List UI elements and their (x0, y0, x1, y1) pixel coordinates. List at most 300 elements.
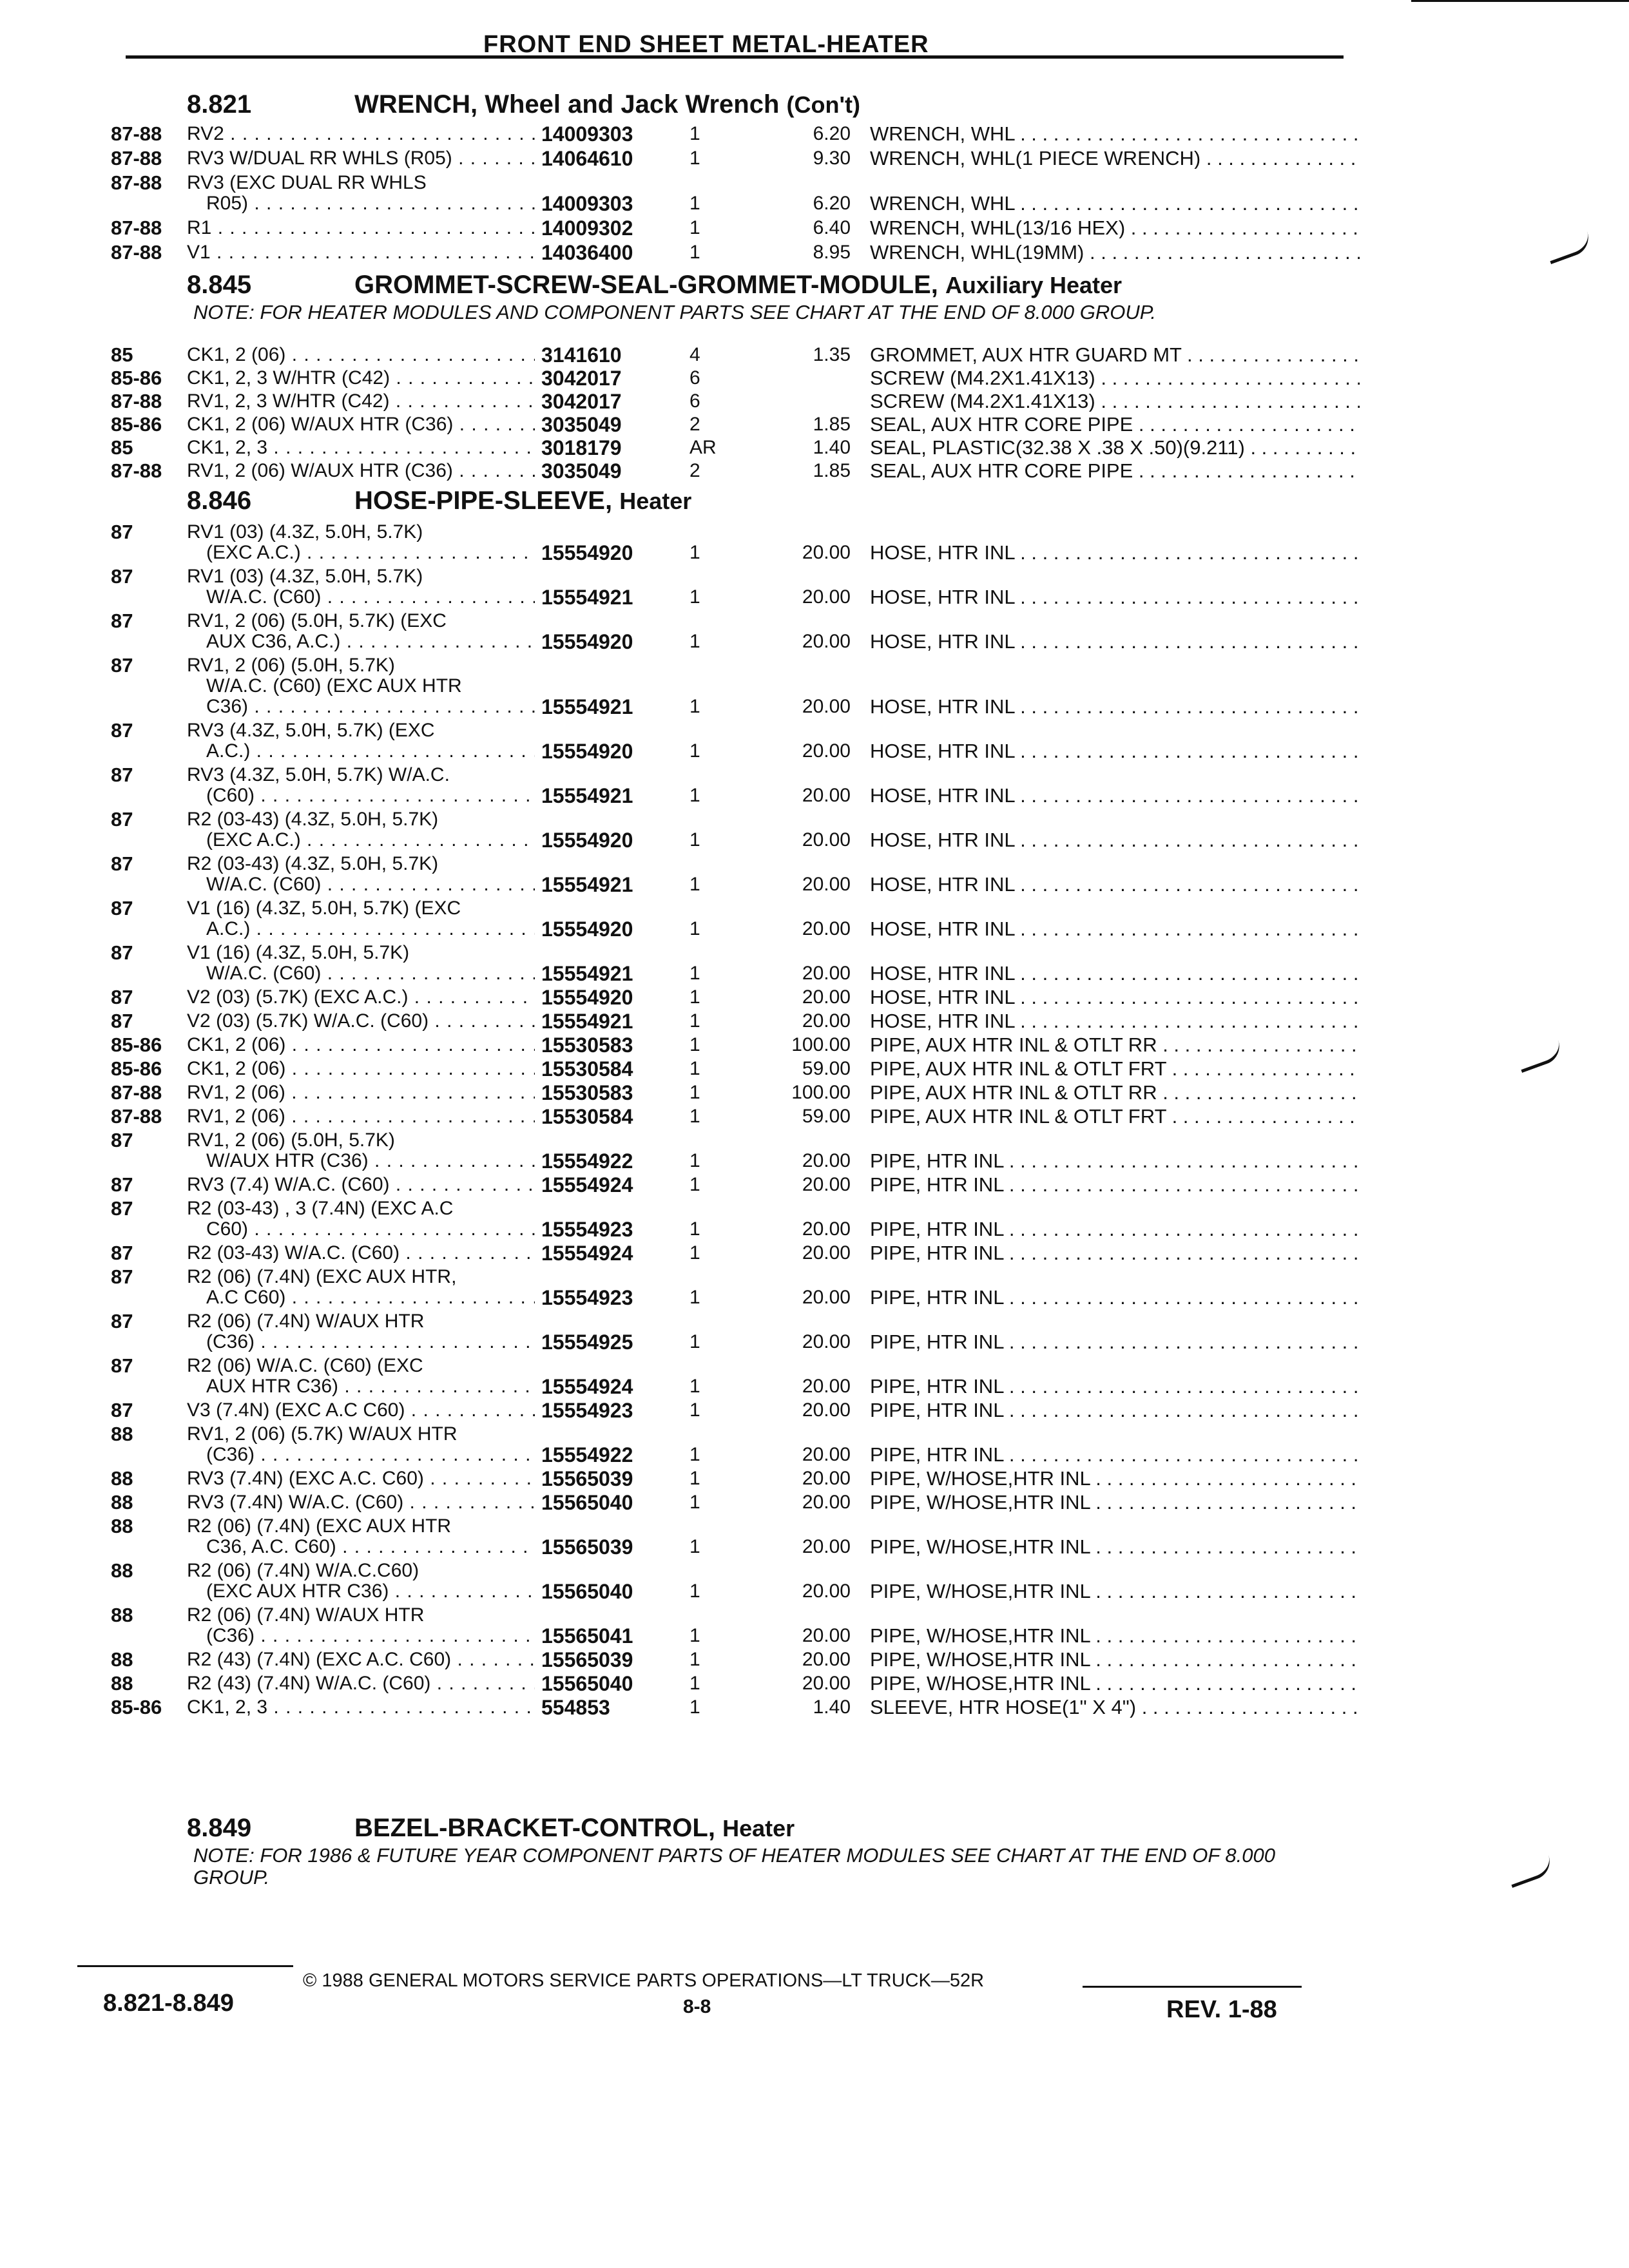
quantity: 1 (689, 986, 700, 1008)
list-price: 20.00 (802, 1444, 851, 1465)
part-number: 15554921 (541, 586, 633, 609)
part-number: 3035049 (541, 459, 622, 483)
description-line: RV1, 2 (06) (5.7K) W/AUX HTR (187, 1424, 458, 1445)
section-title: WRENCH, Wheel and Jack Wrench (354, 90, 780, 119)
application-description (187, 943, 535, 984)
binder-mark (1545, 231, 1594, 264)
quantity: 1 (689, 1649, 700, 1670)
list-price: 20.00 (802, 1010, 851, 1032)
model-years: 87 (111, 1010, 133, 1032)
quantity: 4 (689, 344, 700, 365)
model-years: 88 (111, 1604, 133, 1626)
description-line: R2 (06) W/A.C. (C60) (EXC (187, 1356, 423, 1376)
description-line: A.C.) . . . (187, 919, 535, 939)
description-line: RV1, 2 (06) . . . (187, 1106, 535, 1127)
list-price: 20.00 (802, 785, 851, 806)
section-header (187, 90, 860, 119)
description-line: R2 (06) (7.4N) W/AUX HTR (187, 1605, 425, 1626)
list-price: 20.00 (802, 829, 851, 850)
part-name: PIPE, W/HOSE,HTR INL . . . (870, 1468, 1360, 1489)
application-description (187, 854, 535, 895)
part-name: HOSE, HTR INL . . . (870, 697, 1360, 717)
part-name: PIPE, HTR INL . . . (870, 1219, 1360, 1240)
model-years: 87-88 (111, 1081, 162, 1104)
list-price: 20.00 (802, 1649, 851, 1670)
list-price: 20.00 (802, 740, 851, 762)
application-description (187, 522, 535, 563)
model-years: 87 (111, 941, 133, 964)
part-name: WRENCH, WHL(19MM) . . . (870, 242, 1360, 263)
part-number: 15565040 (541, 1580, 633, 1603)
description-line: CK1, 2, 3 . . . (187, 437, 535, 458)
quantity: 1 (689, 1492, 700, 1513)
model-years: 87 (111, 610, 133, 632)
quantity: 1 (689, 586, 700, 608)
quantity: 1 (689, 874, 700, 895)
part-name: HOSE, HTR INL . . . (870, 631, 1360, 652)
part-number: 15554920 (541, 986, 633, 1009)
description-line: (C36) . . . (187, 1332, 535, 1352)
part-number: 15554924 (541, 1375, 633, 1398)
part-number: 15565039 (541, 1648, 633, 1671)
part-number: 14064610 (541, 147, 633, 170)
model-years: 85-86 (111, 413, 162, 436)
description-line: CK1, 2, 3 . . . (187, 1697, 535, 1718)
description-line: R2 (03-43) (4.3Z, 5.0H, 5.7K) (187, 854, 439, 874)
description-line: A.C C60) . . . (187, 1287, 535, 1308)
quantity: 6 (689, 390, 700, 412)
application-description (187, 148, 535, 169)
part-name: PIPE, HTR INL . . . (870, 1287, 1360, 1308)
list-price: 20.00 (802, 1218, 851, 1240)
list-price: 20.00 (802, 1468, 851, 1489)
quantity: 1 (689, 1444, 700, 1465)
model-years: 88 (111, 1559, 133, 1582)
application-description (187, 345, 535, 365)
description-line: R2 (03-43) , 3 (7.4N) (EXC A.C (187, 1198, 454, 1219)
application-description (187, 1356, 535, 1397)
description-line: V2 (03) (5.7K) W/A.C. (C60) . . . (187, 1011, 535, 1032)
part-name: HOSE, HTR INL . . . (870, 830, 1360, 850)
description-line: R2 (43) (7.4N) W/A.C. (C60) . . . (187, 1673, 535, 1694)
part-name: PIPE, W/HOSE,HTR INL . . . (870, 1626, 1360, 1646)
part-name: HOSE, HTR INL . . . (870, 987, 1360, 1008)
description-line: (C36) . . . (187, 1626, 535, 1646)
description-line: W/A.C. (C60) . . . (187, 587, 535, 608)
application-description (187, 1649, 535, 1670)
list-price: 100.00 (791, 1082, 851, 1103)
description-line: R2 (06) (7.4N) (EXC AUX HTR (187, 1516, 452, 1537)
part-number: 15530583 (541, 1081, 633, 1104)
part-name: PIPE, HTR INL . . . (870, 1445, 1360, 1465)
quantity: 1 (689, 1287, 700, 1308)
part-name: PIPE, HTR INL . . . (870, 1151, 1360, 1171)
application-description (187, 1516, 535, 1557)
description-line: V1 (16) (4.3Z, 5.0H, 5.7K) (EXC (187, 898, 461, 919)
part-name: PIPE, W/HOSE,HTR INL . . . (870, 1537, 1360, 1557)
section-title: BEZEL-BRACKET-CONTROL, (354, 1814, 715, 1842)
part-number: 15565041 (541, 1624, 633, 1648)
application-description (187, 1035, 535, 1055)
quantity: AR (689, 437, 717, 458)
part-name: WRENCH, WHL . . . (870, 124, 1360, 144)
part-number: 15554922 (541, 1149, 633, 1173)
model-years: 87 (111, 852, 133, 875)
quantity: 1 (689, 1331, 700, 1352)
application-description (187, 1697, 535, 1718)
description-line: RV1, 2 (06) . . . (187, 1082, 535, 1103)
description-line: RV3 (7.4N) W/A.C. (C60) . . . (187, 1492, 535, 1513)
quantity: 1 (689, 193, 700, 214)
section-note: NOTE: FOR HEATER MODULES AND COMPONENT PARTS SEE CHART AT THE END OF 8.000 GROUP. (193, 301, 1156, 323)
model-years: 87 (111, 897, 133, 919)
list-price: 100.00 (791, 1034, 851, 1055)
part-name: WRENCH, WHL . . . (870, 193, 1360, 214)
model-years: 87-88 (111, 1105, 162, 1128)
application-description (187, 173, 535, 214)
model-years: 87 (111, 521, 133, 543)
model-years: 85-86 (111, 1033, 162, 1056)
part-number: 15565040 (541, 1672, 633, 1695)
application-description (187, 720, 535, 762)
part-name: PIPE, W/HOSE,HTR INL . . . (870, 1649, 1360, 1670)
description-line: (EXC A.C.) . . . (187, 830, 535, 850)
application-description (187, 611, 535, 652)
part-number: 15554921 (541, 1010, 633, 1033)
part-name: SCREW (M4.2X1.41X13) . . . (870, 368, 1360, 389)
list-price: 20.00 (802, 1287, 851, 1308)
list-price: 1.40 (813, 437, 851, 458)
model-years: 85 (111, 343, 133, 366)
description-line: R2 (03-43) (4.3Z, 5.0H, 5.7K) (187, 809, 439, 830)
part-number: 15554921 (541, 873, 633, 896)
part-number: 15554920 (541, 918, 633, 941)
description-line: RV1, 2 (06) (5.0H, 5.7K) (EXC (187, 611, 447, 631)
part-name: HOSE, HTR INL . . . (870, 785, 1360, 806)
model-years: 88 (111, 1515, 133, 1537)
part-name: SLEEVE, HTR HOSE(1" X 4") . . . (870, 1697, 1360, 1718)
model-years: 87-88 (111, 241, 162, 264)
description-line: V2 (03) (5.7K) (EXC A.C.) . . . (187, 987, 535, 1008)
model-years: 87 (111, 1310, 133, 1332)
model-years: 87-88 (111, 147, 162, 169)
application-description (187, 1106, 535, 1127)
quantity: 1 (689, 963, 700, 984)
model-years: 87 (111, 808, 133, 831)
section-title: GROMMET-SCREW-SEAL-GROMMET-MODULE, (354, 271, 938, 299)
part-name: WRENCH, WHL(1 PIECE WRENCH) . . . (870, 148, 1360, 169)
description-line: RV1, 2 (06) W/AUX HTR (C36) . . . (187, 461, 535, 481)
footer-section-range: 8.821-8.849 (103, 1990, 234, 2017)
quantity: 1 (689, 1696, 700, 1718)
list-price: 1.85 (813, 460, 851, 481)
application-description (187, 1243, 535, 1264)
list-price: 20.00 (802, 1581, 851, 1602)
application-description (187, 1673, 535, 1694)
quantity: 6 (689, 367, 700, 389)
quantity: 1 (689, 1468, 700, 1489)
application-description (187, 414, 535, 435)
page-title: FRONT END SHEET METAL-HEATER (483, 31, 929, 58)
list-price: 20.00 (802, 874, 851, 895)
quantity: 1 (689, 631, 700, 652)
description-line: (EXC AUX HTR C36) . . . (187, 1581, 535, 1602)
description-line: C60) . . . (187, 1219, 535, 1240)
part-number: 15554920 (541, 630, 633, 653)
part-name: PIPE, AUX HTR INL & OTLT FRT . . . (870, 1106, 1360, 1127)
part-number: 15554923 (541, 1399, 633, 1422)
part-name: PIPE, HTR INL . . . (870, 1332, 1360, 1352)
description-line: RV3 (7.4N) (EXC A.C. C60) . . . (187, 1468, 535, 1489)
list-price: 20.00 (802, 1492, 851, 1513)
list-price: 6.20 (813, 123, 851, 144)
model-years: 87-88 (111, 459, 162, 482)
part-name: HOSE, HTR INL . . . (870, 963, 1360, 984)
description-line: (C36) . . . (187, 1445, 535, 1465)
description-line: RV1, 2, 3 W/HTR (C42) . . . (187, 391, 535, 412)
model-years: 87 (111, 1399, 133, 1421)
part-name: HOSE, HTR INL . . . (870, 919, 1360, 939)
list-price: 20.00 (802, 696, 851, 717)
model-years: 88 (111, 1648, 133, 1671)
model-years: 88 (111, 1491, 133, 1514)
quantity: 1 (689, 148, 700, 169)
description-line: CK1, 2 (06) . . . (187, 1035, 535, 1055)
list-price: 20.00 (802, 1150, 851, 1171)
model-years: 87 (111, 565, 133, 588)
quantity: 1 (689, 1625, 700, 1646)
description-line: RV3 (4.3Z, 5.0H, 5.7K) (EXC (187, 720, 435, 741)
application-description (187, 1059, 535, 1079)
application-description (187, 809, 535, 850)
section-suffix: Heater (619, 488, 692, 514)
description-line: R2 (06) (7.4N) (EXC AUX HTR, (187, 1267, 457, 1287)
part-number: 554853 (541, 1696, 610, 1719)
section-number: 8.821 (187, 90, 252, 119)
list-price: 20.00 (802, 1376, 851, 1397)
part-number: 3035049 (541, 413, 622, 436)
part-number: 3018179 (541, 436, 622, 459)
part-name: PIPE, W/HOSE,HTR INL . . . (870, 1673, 1360, 1694)
description-line: RV3 W/DUAL RR WHLS (R05) . . . (187, 148, 535, 169)
application-description (187, 242, 535, 263)
description-line: CK1, 2, 3 W/HTR (C42) . . . (187, 368, 535, 389)
part-name: PIPE, AUX HTR INL & OTLT RR . . . (870, 1035, 1360, 1055)
footer-rule-left (77, 1965, 293, 1967)
model-years: 87 (111, 1173, 133, 1196)
list-price: 20.00 (802, 986, 851, 1008)
model-years: 87 (111, 1129, 133, 1151)
description-line: R2 (06) (7.4N) W/AUX HTR (187, 1311, 425, 1332)
part-name: PIPE, HTR INL . . . (870, 1175, 1360, 1195)
application-description (187, 987, 535, 1008)
part-number: 14009303 (541, 192, 633, 215)
model-years: 87-88 (111, 122, 162, 145)
application-description (187, 1198, 535, 1240)
quantity: 2 (689, 414, 700, 435)
section-number: 8.846 (187, 486, 252, 515)
application-description (187, 1400, 535, 1421)
description-line: V1 (16) (4.3Z, 5.0H, 5.7K) (187, 943, 410, 963)
part-number: 15554924 (541, 1173, 633, 1196)
quantity: 1 (689, 785, 700, 806)
part-name: HOSE, HTR INL . . . (870, 587, 1360, 608)
part-name: SEAL, PLASTIC(32.38 X .38 X .50)(9.211) . . . (870, 437, 1360, 458)
description-line: R1 . . . (187, 218, 535, 238)
description-line: RV1 (03) (4.3Z, 5.0H, 5.7K) (187, 566, 423, 587)
part-number: 15554921 (541, 784, 633, 807)
part-number: 15565039 (541, 1467, 633, 1490)
application-description (187, 1311, 535, 1352)
list-price: 20.00 (802, 1331, 851, 1352)
footer-page-number: 8-8 (683, 1996, 711, 2017)
application-description (187, 898, 535, 939)
part-number: 3042017 (541, 367, 622, 390)
model-years: 87 (111, 1242, 133, 1264)
list-price: 9.30 (813, 148, 851, 169)
list-price: 20.00 (802, 1399, 851, 1421)
quantity: 1 (689, 829, 700, 850)
quantity: 1 (689, 1034, 700, 1055)
model-years: 88 (111, 1467, 133, 1490)
list-price: 1.35 (813, 344, 851, 365)
application-description (187, 765, 535, 806)
description-line: CK1, 2 (06) W/AUX HTR (C36) . . . (187, 414, 535, 435)
part-name: HOSE, HTR INL . . . (870, 543, 1360, 563)
quantity: 1 (689, 123, 700, 144)
model-years: 85-86 (111, 1057, 162, 1080)
description-line: RV2 . . . (187, 124, 535, 144)
part-name: PIPE, HTR INL . . . (870, 1376, 1360, 1397)
quantity: 1 (689, 217, 700, 238)
model-years: 88 (111, 1672, 133, 1695)
application-description (187, 1492, 535, 1513)
quantity: 1 (689, 1010, 700, 1032)
description-line: AUX HTR C36) . . . (187, 1376, 535, 1397)
application-description (187, 461, 535, 481)
quantity: 1 (689, 1581, 700, 1602)
part-number: 15554920 (541, 829, 633, 852)
part-number: 15554923 (541, 1218, 633, 1241)
section-number: 8.849 (187, 1814, 252, 1842)
part-number: 15530584 (541, 1105, 633, 1128)
part-name: GROMMET, AUX HTR GUARD MT . . . (870, 345, 1360, 365)
quantity: 1 (689, 1673, 700, 1694)
quantity: 1 (689, 1376, 700, 1397)
section-suffix: Auxiliary Heater (945, 272, 1123, 298)
list-price: 20.00 (802, 586, 851, 608)
list-price: 8.95 (813, 242, 851, 263)
part-number: 15554925 (541, 1331, 633, 1354)
part-name: SEAL, AUX HTR CORE PIPE . . . (870, 414, 1360, 435)
part-name: WRENCH, WHL(13/16 HEX) . . . (870, 218, 1360, 238)
application-description (187, 1175, 535, 1195)
part-number: 15554920 (541, 541, 633, 564)
list-price: 20.00 (802, 1242, 851, 1264)
application-description (187, 655, 535, 717)
description-line: W/A.C. (C60) . . . (187, 874, 535, 895)
list-price: 20.00 (802, 1673, 851, 1694)
quantity: 1 (689, 918, 700, 939)
part-number: 15565040 (541, 1491, 633, 1514)
description-line: W/A.C. (C60) (EXC AUX HTR (206, 676, 462, 697)
description-line: (EXC A.C.) . . . (187, 543, 535, 563)
description-line: (C60) . . . (187, 785, 535, 806)
quantity: 1 (689, 1058, 700, 1079)
description-line: R2 (43) (7.4N) (EXC A.C. C60) . . . (187, 1649, 535, 1670)
part-number: 15530583 (541, 1033, 633, 1057)
part-number: 14009303 (541, 122, 633, 146)
model-years: 87 (111, 764, 133, 786)
footer-copyright: © 1988 GENERAL MOTORS SERVICE PARTS OPERATIONS—LT TRUCK—52R (303, 1970, 985, 1991)
list-price: 59.00 (802, 1058, 851, 1079)
application-description (187, 1082, 535, 1103)
part-name: SCREW (M4.2X1.41X13) . . . (870, 391, 1360, 412)
model-years: 87-88 (111, 390, 162, 412)
part-name: PIPE, AUX HTR INL & OTLT RR . . . (870, 1082, 1360, 1103)
model-years: 85-86 (111, 367, 162, 389)
part-number: 14009302 (541, 216, 633, 240)
quantity: 2 (689, 460, 700, 481)
description-line: A.C.) . . . (187, 741, 535, 762)
section-number: 8.845 (187, 271, 252, 299)
part-number: 3042017 (541, 390, 622, 413)
application-description (187, 124, 535, 144)
application-description (187, 368, 535, 389)
model-years: 87-88 (111, 216, 162, 239)
description-line: V1 . . . (187, 242, 535, 263)
part-name: HOSE, HTR INL . . . (870, 874, 1360, 895)
part-number: 15554924 (541, 1242, 633, 1265)
footer-revision: REV. 1-88 (1166, 1996, 1277, 2023)
model-years: 88 (111, 1423, 133, 1445)
description-line: RV1, 2 (06) (5.0H, 5.7K) (187, 1130, 395, 1151)
list-price: 20.00 (802, 963, 851, 984)
quantity: 1 (689, 740, 700, 762)
part-name: PIPE, AUX HTR INL & OTLT FRT . . . (870, 1059, 1360, 1079)
part-name: PIPE, HTR INL . . . (870, 1243, 1360, 1264)
list-price: 20.00 (802, 542, 851, 563)
application-description (187, 218, 535, 238)
model-years: 87 (111, 1197, 133, 1220)
description-line: C36) . . . (187, 697, 535, 717)
list-price: 1.40 (813, 1696, 851, 1718)
section-note: NOTE: FOR 1986 & FUTURE YEAR COMPONENT PARTS OF HEATER MODULES SEE CHART AT THE END OF 8.000 GROUP. (193, 1844, 1275, 1888)
model-years: 87 (111, 1265, 133, 1288)
part-name: PIPE, W/HOSE,HTR INL . . . (870, 1492, 1360, 1513)
list-price: 20.00 (802, 631, 851, 652)
quantity: 1 (689, 1150, 700, 1171)
model-years: 87 (111, 719, 133, 742)
application-description (187, 1267, 535, 1308)
quantity: 1 (689, 242, 700, 263)
part-number: 15565039 (541, 1535, 633, 1559)
part-number: 15554921 (541, 962, 633, 985)
quantity: 1 (689, 1399, 700, 1421)
section-header (187, 486, 691, 515)
model-years: 87-88 (111, 171, 162, 194)
list-price: 20.00 (802, 918, 851, 939)
model-years: 85-86 (111, 1696, 162, 1718)
part-number: 15554920 (541, 740, 633, 763)
part-number: 15530584 (541, 1057, 633, 1081)
application-description (187, 1011, 535, 1032)
application-description (187, 1561, 535, 1602)
description-line: W/A.C. (C60) . . . (187, 963, 535, 984)
description-line: V3 (7.4N) (EXC A.C C60) . . . (187, 1400, 535, 1421)
quantity: 1 (689, 1106, 700, 1127)
section-suffix: (Con't) (786, 91, 861, 118)
